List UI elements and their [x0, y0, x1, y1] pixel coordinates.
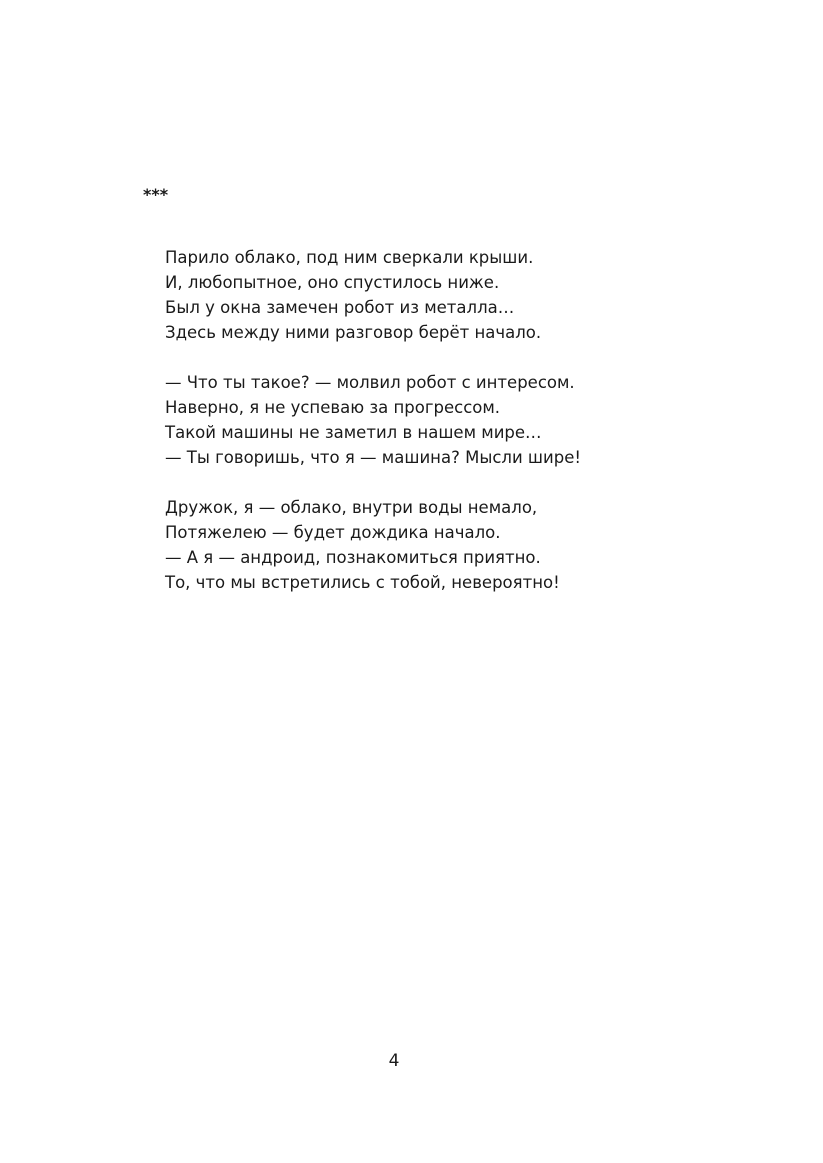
- stanza-2: [165, 370, 725, 470]
- poem-line: — А я — андроид, познакомиться приятно.: [165, 548, 541, 567]
- page-number: 4: [388, 1051, 400, 1071]
- poem-line: Был у окна замечен робот из металла…: [165, 298, 515, 317]
- poem-line: Здесь между ними разговор берёт начало.: [165, 323, 542, 342]
- stanza-3: [165, 495, 725, 595]
- poem-line: Такой машины не заметил в нашем мире…: [165, 423, 542, 442]
- poem-line: — Что ты такое? — молвил робот с интересом.: [165, 373, 575, 392]
- poem-line: Дружок, я — облако, внутри воды немало,: [165, 498, 538, 517]
- poem-body: [165, 245, 725, 620]
- poem-line: Наверно, я не успеваю за прогрессом.: [165, 398, 501, 417]
- poem-line: Парило облако, под ним сверкали крыши.: [165, 248, 534, 267]
- poem-line: И, любопытное, оно спустилось ниже.: [165, 273, 500, 292]
- section-separator: ***: [143, 185, 169, 204]
- stanza-1: [165, 245, 725, 345]
- poem-line: — Ты говоришь, что я — машина? Мысли шире!: [165, 448, 581, 467]
- poem-line: То, что мы встретились с тобой, невероятно!: [165, 573, 560, 592]
- poem-line: Потяжелею — будет дождика начало.: [165, 523, 501, 542]
